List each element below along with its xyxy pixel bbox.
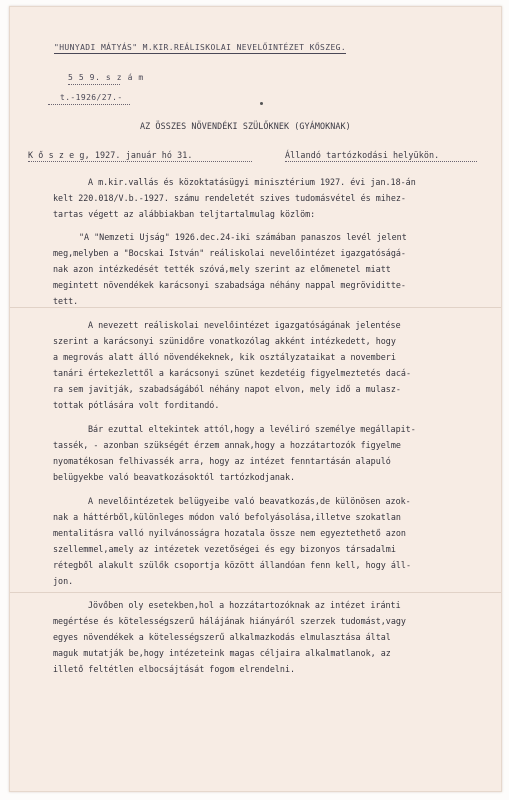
- body-line: a megrovás alatt álló növendékeknek, kik osztályzataikat a novemberi: [53, 352, 396, 362]
- letter-sheet: [9, 6, 502, 792]
- body-line: ra sem javitják, szabadságából néhány napot elvon, mely idő a mulasz-: [53, 384, 401, 394]
- recipient-place-dotline: [285, 161, 477, 162]
- body-line: tassék, - azonban szükségét érzem annak,hogy a hozzátartozók figyelme: [53, 440, 401, 450]
- body-line: A nevezett reáliskolai nevelőintézet igazgatóságának jelentése: [88, 320, 401, 330]
- body-line: tett.: [53, 296, 79, 306]
- body-line: maguk mutatják be,hogy intézeteink magas céljaira alkalmatlanok, az: [53, 648, 391, 658]
- reference-number: 5 5 9. s z á m: [68, 73, 144, 82]
- body-line: megértése és kötelességszerű hálájának hiányáról szerzek tudomást,vagy: [53, 616, 406, 626]
- body-line: rétegből alakult szülők csoportja között állandóan fenn kell, hogy áll-: [53, 560, 411, 570]
- ink-dot: [260, 102, 263, 105]
- body-line: meg,melyben a "Bocskai István" reáliskolai nevelőintézet igazgatóságá-: [53, 248, 406, 258]
- recipient-place: Állandó tartózkodási helyükön.: [285, 150, 440, 160]
- reference-file: t.-1926/27.-: [60, 93, 123, 102]
- body-line: Bár ezuttal eltekintek attól,hogy a levéliró személye megállapit-: [88, 424, 416, 434]
- body-line: kelt 220.018/V.b.-1927. számu rendeletét szives tudomásvétel és mihez-: [53, 193, 406, 203]
- addressee: AZ ÖSSZES NÖVENDÉKI SZÜLŐKNEK (GYÁMOKNAK): [140, 121, 351, 131]
- body-line: A nevelőintézetek belügyeibe való beavatkozás,de különösen azok-: [88, 496, 411, 506]
- body-line: nak a háttérből,különleges módon való befolyásolása,illetve szokatlan: [53, 512, 401, 522]
- body-line: mentalitásra valló nyilvánosságra hozatala össze nem egyeztethető azon: [53, 528, 406, 538]
- body-line: tanári értekezlettől a karácsonyi szünet kezdetéig figyelmeztetés dacá-: [53, 368, 411, 378]
- reference-file-dotline: [48, 104, 130, 105]
- letterhead: "HUNYADI MÁTYÁS" M.KIR.REÁLISKOLAI NEVELŐINTÉZET KŐSZEG.: [54, 43, 347, 52]
- body-line: illető feltétlen elbocsájtását fogom elrendelni.: [53, 664, 296, 674]
- place-date-dotline: [28, 161, 252, 162]
- body-line: Jövőben oly esetekben,hol a hozzátartozóknak az intézet iránti: [88, 600, 401, 610]
- body-line: nak azon intézkedését tették szóvá,mely szerint az előmenetel miatt: [53, 264, 391, 274]
- body-line: "A "Nemzeti Ujság" 1926.dec.24-iki számában panaszos levél jelent: [79, 232, 407, 242]
- paper-fold-line: [10, 307, 501, 308]
- body-line: belügyekbe való beavatkozásoktól tartózkodjanak.: [53, 472, 296, 482]
- body-line: tartas végett az alábbiakban teljtartalmulag közlöm:: [53, 209, 316, 219]
- body-line: szellemmel,amely az intézetek vezetőségei és egy bizonyos társadalmi: [53, 544, 396, 554]
- body-line: szerint a karácsonyi szünidőre vonatkozólag akként intézkedett, hogy: [53, 336, 396, 346]
- body-line: jon.: [53, 576, 74, 586]
- place-date: K ő s z e g, 1927. január hó 31.: [28, 150, 193, 160]
- reference-number-dotline: [68, 84, 120, 85]
- body-line: tottak pótlására volt forditandó.: [53, 400, 220, 410]
- body-line: megintett növendékek karácsonyi szabadsága néhány nappal megröviditte-: [53, 280, 406, 290]
- body-line: nyomatékosan felhivassék arra, hogy az intézet fenntartásán alapuló: [53, 456, 391, 466]
- body-line: egyes növendékek a kötelességszerű alkalmazkodás elmulasztása által: [53, 632, 391, 642]
- paper-fold-line: [10, 592, 501, 593]
- body-line: A m.kir.vallás és közoktatásügyi minisztérium 1927. évi jan.18-án: [88, 177, 416, 187]
